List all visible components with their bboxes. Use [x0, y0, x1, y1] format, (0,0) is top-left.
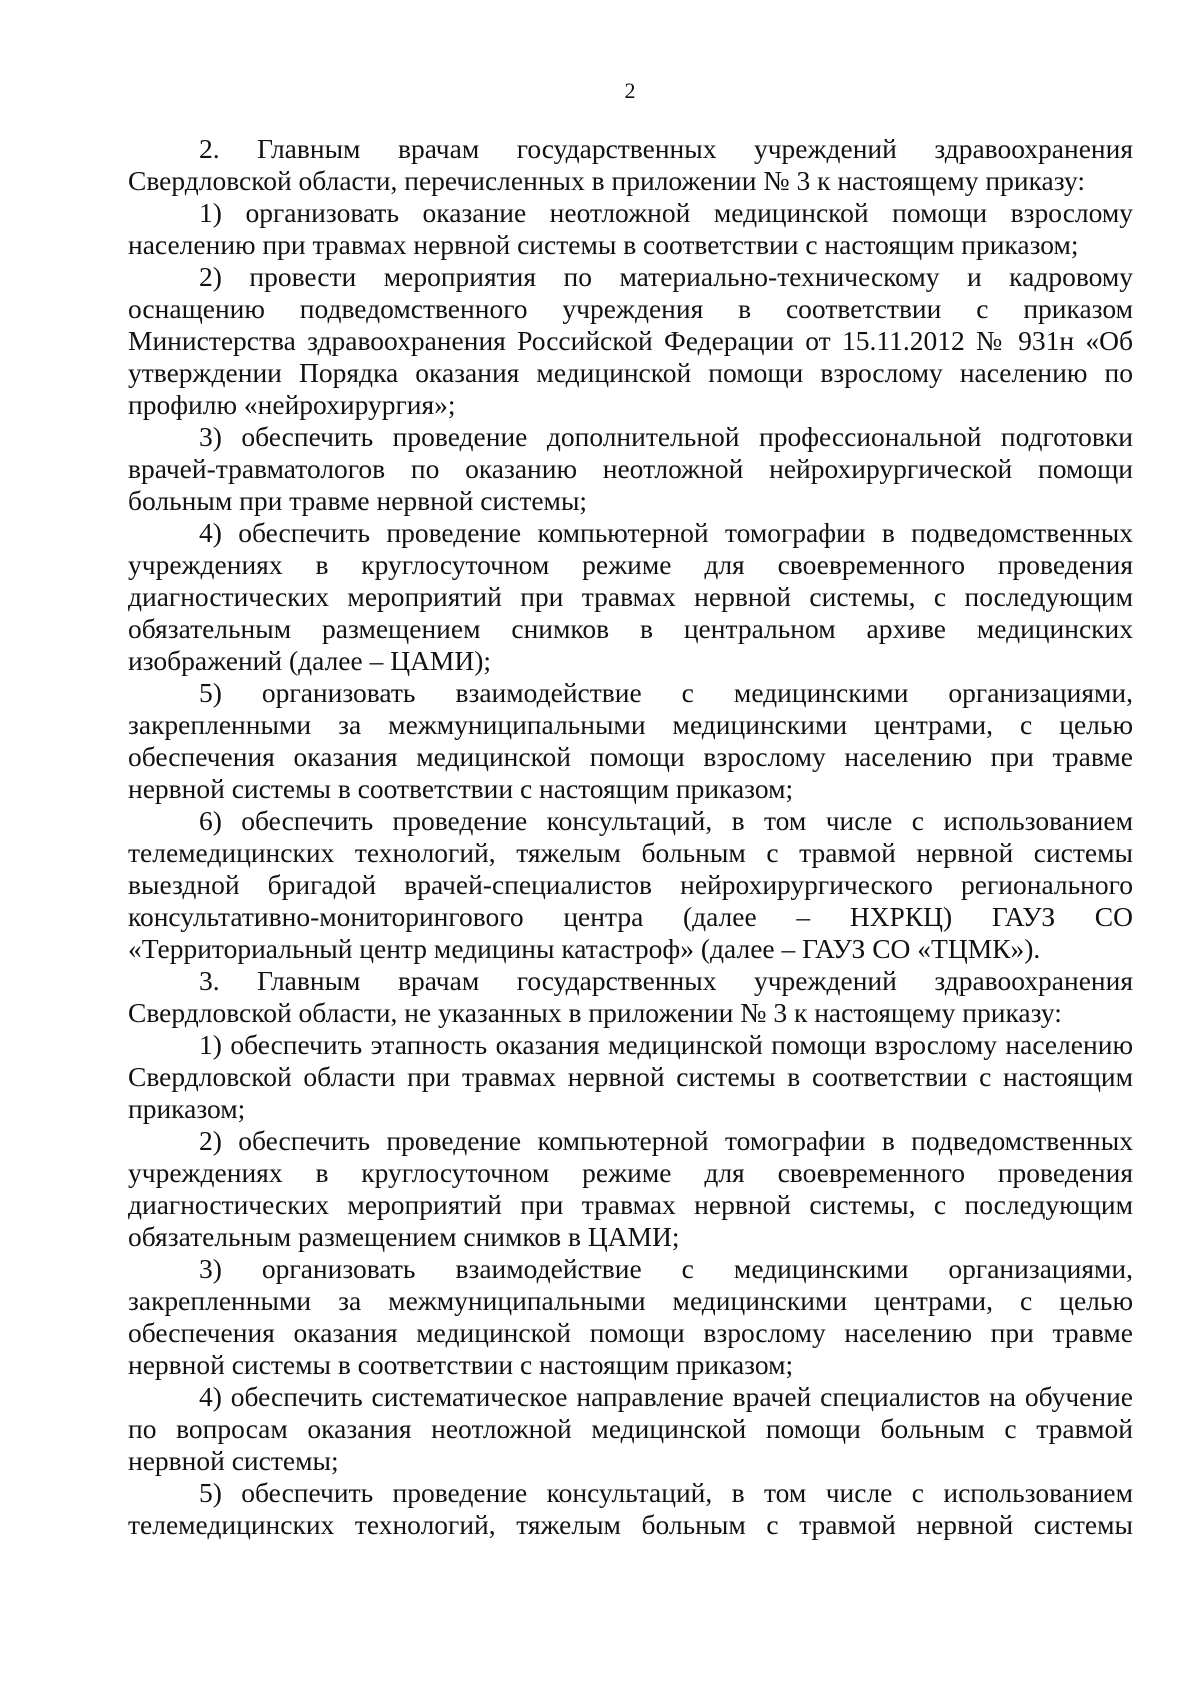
paragraph-2-item-2: 2) провести мероприятия по материально-техническому и кадровому оснащению подведомственного учреждения в соответствии с приказом Министерства здравоохранения Российской Федерации от 15.11.2012 № 931н «Об утверждении Порядка оказания медицинской помощи взрослому населению по профилю «нейрохирургия»;	[128, 261, 1133, 420]
paragraph-3-item-2: 2) обеспечить проведение компьютерной томографии в подведомственных учреждениях в круглосуточном режиме для своевременного проведения диагностических мероприятий при травмах нервной системы, с последующим обязательным размещением снимков в ЦАМИ;	[128, 1125, 1133, 1252]
paragraph-3: 3. Главным врачам государственных учреждений здравоохранения Свердловской области, не указанных в приложении № 3 к настоящему приказу:	[128, 965, 1133, 1028]
paragraph-2-item-5: 5) организовать взаимодействие с медицинскими организациями, закрепленными за межмуниципальными медицинскими центрами, с целью обеспечения оказания медицинской помощи взрослому населению при травме нервной системы в соответствии с настоящим приказом;	[128, 677, 1133, 804]
document-body	[128, 133, 1133, 1541]
paragraph-3-item-4: 4) обеспечить систематическое направление врачей специалистов на обучение по вопросам оказания неотложной медицинской помощи больным с травмой нервной системы;	[128, 1381, 1133, 1476]
paragraph-2: 2. Главным врачам государственных учреждений здравоохранения Свердловской области, перечисленных в приложении № 3 к настоящему приказу:	[128, 133, 1133, 196]
paragraph-3-item-1: 1) обеспечить этапность оказания медицинской помощи взрослому населению Свердловской области при травмах нервной системы в соответствии с настоящим приказом;	[128, 1029, 1133, 1124]
paragraph-2-item-1: 1) организовать оказание неотложной медицинской помощи взрослому населению при травмах нервной системы в соответствии с настоящим приказом;	[128, 197, 1133, 260]
paragraph-3-item-3: 3) организовать взаимодействие с медицинскими организациями, закрепленными за межмуниципальными медицинскими центрами, с целью обеспечения оказания медицинской помощи взрослому населению при травме нервной системы в соответствии с настоящим приказом;	[128, 1253, 1133, 1380]
paragraph-3-item-5: 5) обеспечить проведение консультаций, в том числе с использованием телемедицинских технологий, тяжелым больным с травмой нервной системы	[128, 1477, 1133, 1540]
page-number: 2	[624, 78, 636, 103]
paragraph-2-item-3: 3) обеспечить проведение дополнительной профессиональной подготовки врачей-травматологов по оказанию неотложной нейрохирургической помощи больным при травме нервной системы;	[128, 421, 1133, 516]
paragraph-2-item-6: 6) обеспечить проведение консультаций, в том числе с использованием телемедицинских технологий, тяжелым больным с травмой нервной системы выездной бригадой врачей-специалистов нейрохирургического регионального консультативно-мониторингового центра (далее – НХРКЦ) ГАУЗ СО «Территориальный центр медицины катастроф» (далее – ГАУЗ СО «ТЦМК»).	[128, 805, 1133, 964]
paragraph-2-item-4: 4) обеспечить проведение компьютерной томографии в подведомственных учреждениях в круглосуточном режиме для своевременного проведения диагностических мероприятий при травмах нервной системы, с последующим обязательным размещением снимков в центральном архиве медицинских изображений (далее – ЦАМИ);	[128, 517, 1133, 676]
